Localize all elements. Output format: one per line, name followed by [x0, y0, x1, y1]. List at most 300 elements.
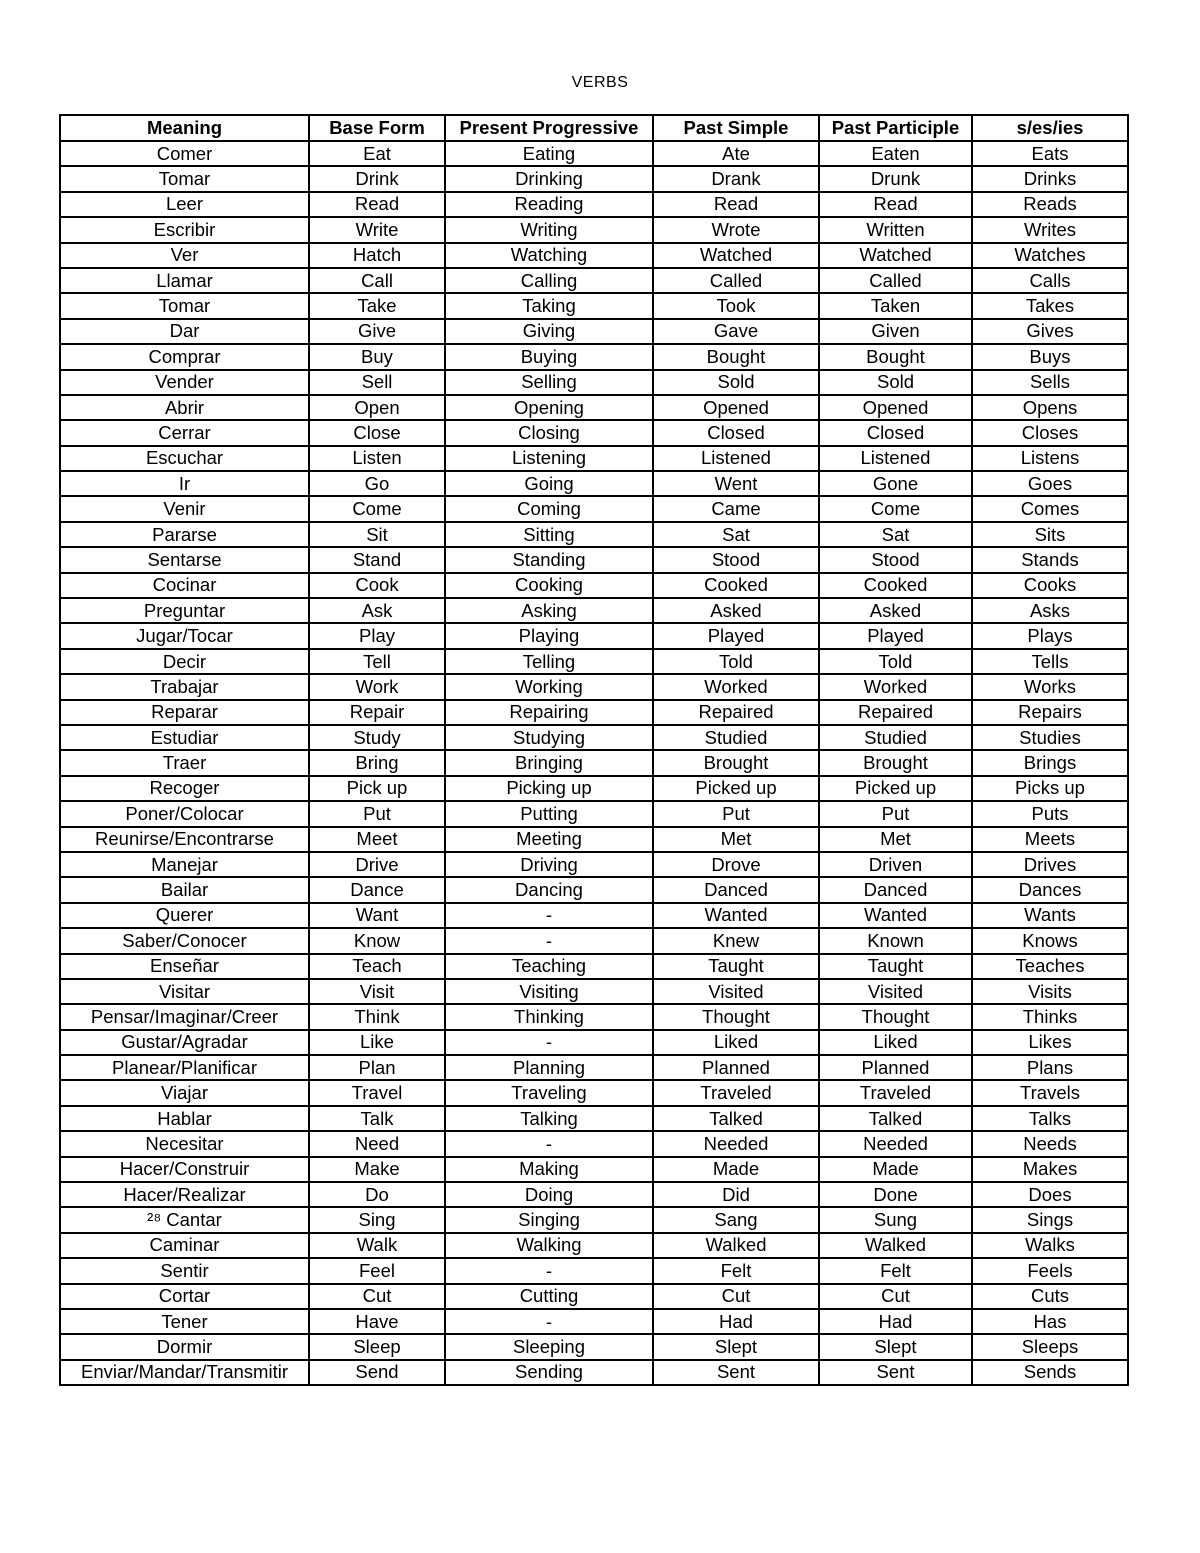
cell-meaning: Poner/Colocar [60, 801, 309, 826]
table-row [60, 547, 1128, 572]
table-row [60, 573, 1128, 598]
cell-past-simple: Walked [653, 1233, 819, 1258]
cell-meaning: ²⁸ Cantar [60, 1207, 309, 1232]
cell-past-participle: Sat [819, 522, 972, 547]
cell-present-progressive: Cooking [445, 573, 653, 598]
cell-past-simple: Wrote [653, 217, 819, 242]
cell-meaning: Estudiar [60, 725, 309, 750]
cell-present-progressive: Sending [445, 1360, 653, 1385]
cell-meaning: Escribir [60, 217, 309, 242]
cell-s-es-ies: Plays [972, 623, 1128, 648]
cell-base-form: Teach [309, 954, 445, 979]
cell-base-form: Meet [309, 827, 445, 852]
column-header-past-participle: Past Participle [819, 115, 972, 141]
cell-past-participle: Asked [819, 598, 972, 623]
cell-base-form: Sleep [309, 1334, 445, 1359]
cell-s-es-ies: Travels [972, 1080, 1128, 1105]
cell-base-form: Do [309, 1182, 445, 1207]
cell-past-participle: Wanted [819, 903, 972, 928]
cell-base-form: Walk [309, 1233, 445, 1258]
cell-s-es-ies: Goes [972, 471, 1128, 496]
cell-meaning: Preguntar [60, 598, 309, 623]
cell-past-participle: Known [819, 928, 972, 953]
cell-present-progressive: Playing [445, 623, 653, 648]
table-row [60, 1207, 1128, 1232]
cell-meaning: Decir [60, 649, 309, 674]
cell-s-es-ies: Cuts [972, 1284, 1128, 1309]
cell-meaning: Jugar/Tocar [60, 623, 309, 648]
cell-present-progressive: Selling [445, 370, 653, 395]
cell-s-es-ies: Writes [972, 217, 1128, 242]
cell-past-participle: Opened [819, 395, 972, 420]
cell-past-participle: Put [819, 801, 972, 826]
cell-meaning: Pararse [60, 522, 309, 547]
table-row [60, 954, 1128, 979]
header-row [60, 115, 1128, 141]
cell-base-form: Tell [309, 649, 445, 674]
cell-base-form: Know [309, 928, 445, 953]
table-row [60, 1004, 1128, 1029]
column-header-past-simple: Past Simple [653, 115, 819, 141]
cell-past-participle: Taken [819, 293, 972, 318]
cell-base-form: Pick up [309, 776, 445, 801]
cell-past-participle: Given [819, 319, 972, 344]
page-title: VERBS [571, 74, 629, 91]
cell-s-es-ies: Likes [972, 1030, 1128, 1055]
cell-s-es-ies: Gives [972, 319, 1128, 344]
cell-past-participle: Told [819, 649, 972, 674]
cell-meaning: Recoger [60, 776, 309, 801]
table-row [60, 1309, 1128, 1334]
cell-past-participle: Made [819, 1157, 972, 1182]
cell-meaning: Trabajar [60, 674, 309, 699]
table-row [60, 344, 1128, 369]
cell-base-form: Close [309, 420, 445, 445]
cell-s-es-ies: Needs [972, 1131, 1128, 1156]
cell-base-form: Listen [309, 446, 445, 471]
cell-meaning: Saber/Conocer [60, 928, 309, 953]
cell-meaning: Tener [60, 1309, 309, 1334]
cell-s-es-ies: Picks up [972, 776, 1128, 801]
cell-past-participle: Drunk [819, 166, 972, 191]
cell-present-progressive: Watching [445, 243, 653, 268]
cell-meaning: Cortar [60, 1284, 309, 1309]
cell-past-simple: Studied [653, 725, 819, 750]
cell-base-form: Write [309, 217, 445, 242]
cell-meaning: Tomar [60, 293, 309, 318]
table-row [60, 1233, 1128, 1258]
cell-meaning: Traer [60, 750, 309, 775]
cell-present-progressive: Closing [445, 420, 653, 445]
cell-meaning: Viajar [60, 1080, 309, 1105]
cell-s-es-ies: Has [972, 1309, 1128, 1334]
cell-past-simple: Bought [653, 344, 819, 369]
cell-present-progressive: Going [445, 471, 653, 496]
cell-meaning: Venir [60, 496, 309, 521]
cell-present-progressive: Bringing [445, 750, 653, 775]
table-row [60, 827, 1128, 852]
cell-past-participle: Listened [819, 446, 972, 471]
cell-present-progressive: - [445, 1131, 653, 1156]
cell-past-participle: Taught [819, 954, 972, 979]
cell-s-es-ies: Thinks [972, 1004, 1128, 1029]
cell-present-progressive: Calling [445, 268, 653, 293]
cell-present-progressive: Coming [445, 496, 653, 521]
cell-present-progressive: Reading [445, 192, 653, 217]
cell-meaning: Dar [60, 319, 309, 344]
cell-base-form: Like [309, 1030, 445, 1055]
table-row [60, 1157, 1128, 1182]
cell-base-form: Work [309, 674, 445, 699]
cell-meaning: Planear/Planificar [60, 1055, 309, 1080]
table-row [60, 1258, 1128, 1283]
cell-base-form: Eat [309, 141, 445, 166]
cell-base-form: Buy [309, 344, 445, 369]
cell-base-form: Have [309, 1309, 445, 1334]
cell-past-participle: Danced [819, 877, 972, 902]
cell-s-es-ies: Drinks [972, 166, 1128, 191]
cell-base-form: Come [309, 496, 445, 521]
cell-past-participle: Played [819, 623, 972, 648]
cell-past-participle: Needed [819, 1131, 972, 1156]
cell-base-form: Cut [309, 1284, 445, 1309]
table-row [60, 700, 1128, 725]
cell-meaning: Tomar [60, 166, 309, 191]
cell-past-simple: Felt [653, 1258, 819, 1283]
cell-past-simple: Stood [653, 547, 819, 572]
table-row [60, 877, 1128, 902]
cell-past-participle: Planned [819, 1055, 972, 1080]
table-row [60, 1030, 1128, 1055]
cell-meaning: Escuchar [60, 446, 309, 471]
cell-past-participle: Eaten [819, 141, 972, 166]
cell-past-simple: Talked [653, 1106, 819, 1131]
cell-past-participle: Talked [819, 1106, 972, 1131]
table-row [60, 141, 1128, 166]
cell-past-participle: Driven [819, 852, 972, 877]
cell-past-simple: Visited [653, 979, 819, 1004]
cell-s-es-ies: Repairs [972, 700, 1128, 725]
cell-present-progressive: Doing [445, 1182, 653, 1207]
cell-past-simple: Planned [653, 1055, 819, 1080]
cell-present-progressive: Dancing [445, 877, 653, 902]
cell-past-simple: Repaired [653, 700, 819, 725]
cell-base-form: Drive [309, 852, 445, 877]
cell-past-simple: Knew [653, 928, 819, 953]
cell-s-es-ies: Works [972, 674, 1128, 699]
table-row [60, 319, 1128, 344]
column-header-meaning: Meaning [60, 115, 309, 141]
cell-base-form: Sing [309, 1207, 445, 1232]
cell-past-simple: Did [653, 1182, 819, 1207]
table-row [60, 979, 1128, 1004]
cell-meaning: Ir [60, 471, 309, 496]
cell-meaning: Bailar [60, 877, 309, 902]
cell-meaning: Enseñar [60, 954, 309, 979]
cell-meaning: Comer [60, 141, 309, 166]
cell-past-participle: Closed [819, 420, 972, 445]
table-row [60, 623, 1128, 648]
table-row [60, 725, 1128, 750]
cell-past-participle: Met [819, 827, 972, 852]
cell-base-form: Sell [309, 370, 445, 395]
cell-past-participle: Studied [819, 725, 972, 750]
cell-base-form: Ask [309, 598, 445, 623]
cell-meaning: Enviar/Mandar/Transmitir [60, 1360, 309, 1385]
cell-present-progressive: - [445, 1258, 653, 1283]
cell-meaning: Hablar [60, 1106, 309, 1131]
cell-meaning: Vender [60, 370, 309, 395]
cell-past-participle: Written [819, 217, 972, 242]
cell-meaning: Necesitar [60, 1131, 309, 1156]
cell-s-es-ies: Eats [972, 141, 1128, 166]
cell-s-es-ies: Talks [972, 1106, 1128, 1131]
cell-present-progressive: Talking [445, 1106, 653, 1131]
cell-past-simple: Closed [653, 420, 819, 445]
cell-base-form: Dance [309, 877, 445, 902]
cell-base-form: Study [309, 725, 445, 750]
cell-base-form: Repair [309, 700, 445, 725]
cell-meaning: Gustar/Agradar [60, 1030, 309, 1055]
cell-present-progressive: Thinking [445, 1004, 653, 1029]
cell-base-form: Want [309, 903, 445, 928]
cell-past-participle: Had [819, 1309, 972, 1334]
cell-base-form: Stand [309, 547, 445, 572]
cell-meaning: Caminar [60, 1233, 309, 1258]
cell-past-simple: Told [653, 649, 819, 674]
table-row [60, 1106, 1128, 1131]
cell-meaning: Sentarse [60, 547, 309, 572]
cell-s-es-ies: Closes [972, 420, 1128, 445]
cell-past-simple: Worked [653, 674, 819, 699]
table-row [60, 395, 1128, 420]
cell-past-simple: Made [653, 1157, 819, 1182]
cell-s-es-ies: Studies [972, 725, 1128, 750]
cell-base-form: Open [309, 395, 445, 420]
cell-past-simple: Cut [653, 1284, 819, 1309]
cell-past-simple: Called [653, 268, 819, 293]
cell-present-progressive: Making [445, 1157, 653, 1182]
cell-meaning: Dormir [60, 1334, 309, 1359]
cell-present-progressive: Working [445, 674, 653, 699]
cell-present-progressive: - [445, 1309, 653, 1334]
cell-present-progressive: Sitting [445, 522, 653, 547]
cell-s-es-ies: Makes [972, 1157, 1128, 1182]
cell-s-es-ies: Opens [972, 395, 1128, 420]
table-row [60, 598, 1128, 623]
table-row [60, 1131, 1128, 1156]
cell-present-progressive: - [445, 903, 653, 928]
cell-past-simple: Taught [653, 954, 819, 979]
cell-s-es-ies: Meets [972, 827, 1128, 852]
cell-s-es-ies: Knows [972, 928, 1128, 953]
cell-s-es-ies: Asks [972, 598, 1128, 623]
cell-meaning: Cocinar [60, 573, 309, 598]
cell-past-simple: Gave [653, 319, 819, 344]
cell-base-form: Hatch [309, 243, 445, 268]
cell-present-progressive: Standing [445, 547, 653, 572]
cell-s-es-ies: Sleeps [972, 1334, 1128, 1359]
cell-past-simple: Slept [653, 1334, 819, 1359]
cell-base-form: Feel [309, 1258, 445, 1283]
cell-present-progressive: Eating [445, 141, 653, 166]
table-row [60, 1334, 1128, 1359]
cell-s-es-ies: Visits [972, 979, 1128, 1004]
cell-base-form: Sit [309, 522, 445, 547]
cell-present-progressive: Giving [445, 319, 653, 344]
cell-present-progressive: Writing [445, 217, 653, 242]
cell-present-progressive: Telling [445, 649, 653, 674]
cell-present-progressive: Asking [445, 598, 653, 623]
cell-past-simple: Drank [653, 166, 819, 191]
cell-base-form: Talk [309, 1106, 445, 1131]
column-header-s-es-ies: s/es/ies [972, 115, 1128, 141]
cell-meaning: Hacer/Construir [60, 1157, 309, 1182]
column-header-base-form: Base Form [309, 115, 445, 141]
cell-past-simple: Had [653, 1309, 819, 1334]
cell-s-es-ies: Watches [972, 243, 1128, 268]
cell-meaning: Comprar [60, 344, 309, 369]
cell-meaning: Querer [60, 903, 309, 928]
cell-s-es-ies: Plans [972, 1055, 1128, 1080]
table-row [60, 801, 1128, 826]
cell-present-progressive: Cutting [445, 1284, 653, 1309]
table-row [60, 674, 1128, 699]
cell-past-participle: Done [819, 1182, 972, 1207]
table-row [60, 1360, 1128, 1385]
cell-s-es-ies: Sells [972, 370, 1128, 395]
cell-base-form: Read [309, 192, 445, 217]
cell-present-progressive: Meeting [445, 827, 653, 852]
cell-past-participle: Sent [819, 1360, 972, 1385]
table-row [60, 471, 1128, 496]
cell-past-simple: Drove [653, 852, 819, 877]
table-row [60, 192, 1128, 217]
cell-base-form: Make [309, 1157, 445, 1182]
cell-s-es-ies: Cooks [972, 573, 1128, 598]
cell-present-progressive: Listening [445, 446, 653, 471]
cell-base-form: Go [309, 471, 445, 496]
cell-past-participle: Sold [819, 370, 972, 395]
cell-s-es-ies: Sings [972, 1207, 1128, 1232]
cell-past-simple: Cooked [653, 573, 819, 598]
cell-past-simple: Read [653, 192, 819, 217]
cell-past-simple: Ate [653, 141, 819, 166]
cell-meaning: Abrir [60, 395, 309, 420]
cell-present-progressive: Singing [445, 1207, 653, 1232]
cell-past-participle: Watched [819, 243, 972, 268]
cell-meaning: Reunirse/Encontrarse [60, 827, 309, 852]
cell-present-progressive: Sleeping [445, 1334, 653, 1359]
table-row [60, 446, 1128, 471]
cell-base-form: Visit [309, 979, 445, 1004]
cell-past-simple: Needed [653, 1131, 819, 1156]
cell-past-simple: Watched [653, 243, 819, 268]
cell-past-participle: Thought [819, 1004, 972, 1029]
cell-past-participle: Picked up [819, 776, 972, 801]
cell-s-es-ies: Buys [972, 344, 1128, 369]
cell-base-form: Send [309, 1360, 445, 1385]
table-row [60, 166, 1128, 191]
table-header [60, 115, 1128, 141]
cell-present-progressive: - [445, 928, 653, 953]
cell-past-participle: Cut [819, 1284, 972, 1309]
table-row [60, 776, 1128, 801]
cell-s-es-ies: Stands [972, 547, 1128, 572]
cell-present-progressive: Opening [445, 395, 653, 420]
cell-s-es-ies: Teaches [972, 954, 1128, 979]
column-header-present-progressive: Present Progressive [445, 115, 653, 141]
cell-meaning: Llamar [60, 268, 309, 293]
cell-s-es-ies: Reads [972, 192, 1128, 217]
cell-past-simple: Opened [653, 395, 819, 420]
cell-s-es-ies: Walks [972, 1233, 1128, 1258]
cell-present-progressive: Taking [445, 293, 653, 318]
table-row [60, 268, 1128, 293]
cell-s-es-ies: Sits [972, 522, 1128, 547]
cell-s-es-ies: Brings [972, 750, 1128, 775]
cell-s-es-ies: Sends [972, 1360, 1128, 1385]
verbs-table [59, 114, 1129, 1386]
cell-s-es-ies: Listens [972, 446, 1128, 471]
cell-meaning: Cerrar [60, 420, 309, 445]
cell-meaning: Visitar [60, 979, 309, 1004]
cell-s-es-ies: Drives [972, 852, 1128, 877]
cell-past-participle: Worked [819, 674, 972, 699]
cell-present-progressive: Putting [445, 801, 653, 826]
table-row [60, 649, 1128, 674]
cell-past-simple: Went [653, 471, 819, 496]
cell-past-simple: Listened [653, 446, 819, 471]
cell-past-participle: Gone [819, 471, 972, 496]
cell-past-simple: Liked [653, 1030, 819, 1055]
cell-s-es-ies: Wants [972, 903, 1128, 928]
cell-past-participle: Called [819, 268, 972, 293]
table-row [60, 217, 1128, 242]
cell-present-progressive: Traveling [445, 1080, 653, 1105]
cell-base-form: Cook [309, 573, 445, 598]
cell-past-simple: Put [653, 801, 819, 826]
cell-meaning: Hacer/Realizar [60, 1182, 309, 1207]
cell-s-es-ies: Tells [972, 649, 1128, 674]
cell-s-es-ies: Takes [972, 293, 1128, 318]
cell-present-progressive: Studying [445, 725, 653, 750]
table-body [60, 141, 1128, 1385]
cell-past-simple: Took [653, 293, 819, 318]
cell-meaning: Manejar [60, 852, 309, 877]
cell-meaning: Pensar/Imaginar/Creer [60, 1004, 309, 1029]
cell-present-progressive: Walking [445, 1233, 653, 1258]
cell-present-progressive: Visiting [445, 979, 653, 1004]
cell-past-participle: Cooked [819, 573, 972, 598]
table-row [60, 750, 1128, 775]
table-row [60, 928, 1128, 953]
cell-past-simple: Danced [653, 877, 819, 902]
cell-base-form: Take [309, 293, 445, 318]
cell-past-simple: Came [653, 496, 819, 521]
cell-past-simple: Picked up [653, 776, 819, 801]
cell-present-progressive: Planning [445, 1055, 653, 1080]
cell-past-simple: Thought [653, 1004, 819, 1029]
cell-past-participle: Come [819, 496, 972, 521]
cell-past-simple: Brought [653, 750, 819, 775]
cell-meaning: Ver [60, 243, 309, 268]
table-row [60, 1055, 1128, 1080]
cell-past-participle: Slept [819, 1334, 972, 1359]
cell-base-form: Drink [309, 166, 445, 191]
cell-meaning: Reparar [60, 700, 309, 725]
cell-present-progressive: Buying [445, 344, 653, 369]
